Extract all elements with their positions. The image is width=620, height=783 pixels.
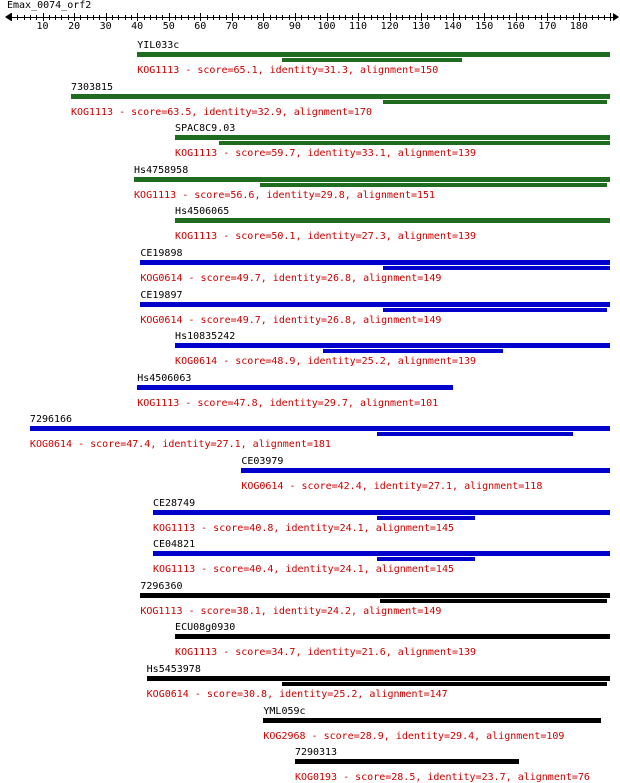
hit-name: 7296360	[140, 580, 183, 592]
hit-name: CE04821	[152, 539, 196, 551]
axis-minor-tick	[144, 15, 145, 20]
query-title: Emax_0074_orf2	[7, 0, 92, 11]
axis-minor-tick	[257, 15, 258, 20]
axis-tick-label: 140	[443, 21, 462, 32]
axis-minor-tick	[327, 13, 328, 21]
axis-minor-tick	[364, 15, 365, 20]
hit-bar	[134, 177, 610, 182]
axis-minor-tick	[308, 15, 309, 20]
axis-minor-tick	[74, 13, 75, 21]
axis-minor-tick	[244, 15, 245, 20]
axis-minor-tick	[232, 13, 233, 21]
axis-minor-tick	[427, 15, 428, 20]
hit-description: KOG0193 - score=28.5, identity=23.7, alignment=76	[294, 772, 590, 783]
hit-name: 7296166	[29, 414, 73, 426]
axis-minor-tick	[87, 15, 88, 20]
hit-name: Hs4506063	[137, 372, 192, 384]
axis-minor-tick	[585, 15, 586, 20]
axis-minor-tick	[282, 15, 283, 20]
hit-sub-bar	[377, 557, 475, 561]
axis-minor-tick	[314, 15, 315, 20]
hit-sub-bar	[383, 308, 607, 312]
axis-tick-label: 120	[380, 21, 399, 32]
axis-minor-tick	[11, 13, 12, 21]
hit-bar	[153, 510, 610, 515]
axis-tick-label: 110	[349, 21, 368, 32]
hit-name: CE03979	[241, 456, 284, 467]
hit-description: KOG0614 - score=42.4, identity=27.1, alignment=118	[241, 481, 543, 492]
axis-tick-label: 20	[68, 21, 81, 32]
axis-minor-tick	[175, 15, 176, 20]
axis-minor-tick	[106, 13, 107, 21]
axis-minor-tick	[36, 15, 37, 20]
hit-description: KOG0614 - score=49.7, identity=26.8, alignment=149	[140, 273, 442, 284]
axis-minor-tick	[131, 15, 132, 20]
hit-bar	[71, 94, 611, 99]
axis-minor-tick	[251, 15, 252, 20]
hit-sub-bar	[377, 516, 475, 520]
axis-minor-tick	[554, 15, 555, 20]
axis-minor-tick	[465, 15, 466, 20]
axis-minor-tick	[263, 13, 264, 21]
axis-tick-label: 60	[194, 21, 207, 32]
axis-tick-label: 90	[288, 21, 301, 32]
hit-bar	[30, 426, 611, 431]
hit-description: KOG1113 - score=40.4, identity=24.1, alignment=145	[152, 564, 454, 576]
hit-sub-bar	[383, 266, 610, 270]
axis-minor-tick	[573, 15, 574, 20]
hit-name: ECU08g0930	[175, 622, 236, 634]
axis-tick-label: 70	[225, 21, 238, 32]
hit-bar	[140, 593, 610, 598]
hit-bar	[140, 302, 610, 307]
hit-sub-bar	[282, 682, 607, 686]
axis-tick-label: 130	[412, 21, 431, 32]
axis-minor-tick	[213, 15, 214, 20]
axis-minor-tick	[30, 15, 31, 20]
hit-bar	[241, 468, 610, 473]
hit-bar	[137, 52, 610, 57]
axis-minor-tick	[415, 15, 416, 20]
axis-minor-tick	[421, 13, 422, 21]
hit-bar	[153, 551, 610, 556]
hit-bar	[140, 260, 610, 265]
hit-name: CE28749	[152, 497, 196, 509]
hit-description: KOG1113 - score=65.1, identity=31.3, alignment=150	[137, 65, 439, 76]
hit-description: KOG0614 - score=30.8, identity=25.2, alignment=147	[146, 689, 448, 700]
axis-minor-tick	[377, 15, 378, 20]
hit-description: KOG1113 - score=40.8, identity=24.1, alignment=145	[152, 522, 454, 534]
axis-minor-tick	[156, 15, 157, 20]
axis-minor-tick	[68, 15, 69, 20]
axis-minor-tick	[560, 15, 561, 20]
axis-minor-tick	[289, 15, 290, 20]
hit-bar	[147, 676, 611, 681]
axis-tick-label: 50	[162, 21, 175, 32]
axis-minor-tick	[194, 15, 195, 20]
hit-description: KOG2968 - score=28.9, identity=29.4, alignment=109	[263, 730, 565, 742]
axis-minor-tick	[396, 15, 397, 20]
axis-minor-tick	[226, 15, 227, 20]
axis-tick-label: 100	[317, 21, 336, 32]
axis-minor-tick	[169, 13, 170, 21]
hit-sub-bar	[219, 141, 610, 145]
axis-minor-tick	[371, 15, 372, 20]
axis-tick-label: 80	[257, 21, 270, 32]
axis-minor-tick	[150, 15, 151, 20]
hit-name: YIL033c	[137, 40, 180, 51]
axis-minor-tick	[188, 15, 189, 20]
axis-minor-tick	[604, 15, 605, 20]
axis-minor-tick	[99, 15, 100, 20]
axis-minor-tick	[497, 15, 498, 20]
axis-minor-tick	[276, 15, 277, 20]
hit-sub-bar	[383, 100, 607, 104]
hit-description: KOG1113 - score=38.1, identity=24.2, alignment=149	[140, 605, 442, 617]
hit-bar	[175, 343, 610, 348]
hit-name: Hs4506065	[175, 206, 230, 218]
axis-arrow-right-icon	[613, 13, 619, 21]
axis-minor-tick	[137, 13, 138, 21]
hit-name: Hs5453978	[146, 664, 201, 675]
axis-minor-tick	[446, 15, 447, 20]
axis-minor-tick	[345, 15, 346, 20]
axis-minor-tick	[383, 15, 384, 20]
axis-minor-tick	[610, 13, 611, 21]
axis-tick-label: 160	[506, 21, 525, 32]
axis-tick-label: 170	[538, 21, 557, 32]
axis-minor-tick	[472, 15, 473, 20]
hit-bar	[295, 759, 519, 764]
axis-minor-tick	[598, 15, 599, 20]
hit-bar	[263, 718, 601, 723]
hit-sub-bar	[260, 183, 607, 187]
hit-name: CE19898	[140, 248, 183, 259]
hit-sub-bar	[323, 349, 503, 353]
axis-minor-tick	[516, 13, 517, 21]
axis-minor-tick	[522, 15, 523, 20]
axis-minor-tick	[352, 15, 353, 20]
axis-minor-tick	[270, 15, 271, 20]
axis-minor-tick	[125, 15, 126, 20]
axis-minor-tick	[566, 15, 567, 20]
axis-minor-tick	[579, 13, 580, 21]
axis-minor-tick	[402, 15, 403, 20]
axis-minor-tick	[459, 15, 460, 20]
hit-name: 7290313	[294, 747, 338, 759]
hit-description: KOG0614 - score=48.9, identity=25.2, alignment=139	[175, 356, 477, 368]
hit-description: KOG1113 - score=63.5, identity=32.9, alignment=170	[70, 106, 372, 118]
hit-name: SPAC8C9.03	[175, 123, 236, 135]
axis-minor-tick	[295, 13, 296, 21]
axis-minor-tick	[162, 15, 163, 20]
hit-name: Hs4758958	[134, 164, 189, 176]
hit-name: CE19897	[140, 289, 183, 301]
axis-tick-label: 10	[36, 21, 49, 32]
axis-minor-tick	[181, 15, 182, 20]
axis-minor-tick	[55, 15, 56, 20]
hit-bar	[175, 135, 610, 140]
hit-description: KOG1113 - score=34.7, identity=21.6, alignment=139	[175, 647, 477, 659]
hit-bar	[175, 634, 610, 639]
hit-sub-bar	[282, 58, 462, 62]
axis-minor-tick	[484, 13, 485, 21]
axis-minor-tick	[390, 13, 391, 21]
axis-minor-tick	[440, 15, 441, 20]
axis-minor-tick	[453, 13, 454, 21]
axis-minor-tick	[219, 15, 220, 20]
axis-minor-tick	[339, 15, 340, 20]
axis-minor-tick	[503, 15, 504, 20]
hit-sub-bar	[380, 599, 607, 603]
hit-description: KOG0614 - score=49.7, identity=26.8, alignment=149	[140, 314, 442, 326]
hit-name: 7303815	[70, 81, 114, 93]
axis-minor-tick	[80, 15, 81, 20]
axis-minor-tick	[509, 15, 510, 20]
axis-minor-tick	[49, 15, 50, 20]
axis-minor-tick	[112, 15, 113, 20]
axis-minor-tick	[535, 15, 536, 20]
hit-description: KOG1113 - score=47.8, identity=29.7, alignment=101	[137, 397, 439, 409]
axis-minor-tick	[541, 15, 542, 20]
hit-sub-bar	[377, 432, 573, 436]
hit-description: KOG1113 - score=50.1, identity=27.3, alignment=139	[175, 231, 477, 243]
axis-minor-tick	[200, 13, 201, 21]
axis-minor-tick	[238, 15, 239, 20]
hit-name: Hs10835242	[175, 331, 236, 343]
axis-minor-tick	[409, 15, 410, 20]
axis-tick-label: 180	[569, 21, 588, 32]
axis-minor-tick	[491, 15, 492, 20]
axis-minor-tick	[592, 15, 593, 20]
axis-minor-tick	[17, 15, 18, 20]
hit-description: KOG1113 - score=56.6, identity=29.8, alignment=151	[134, 189, 436, 201]
axis-minor-tick	[301, 15, 302, 20]
hit-name: YML059c	[263, 705, 306, 717]
axis-minor-tick	[434, 15, 435, 20]
axis-minor-tick	[333, 15, 334, 20]
axis-minor-tick	[93, 15, 94, 20]
axis-minor-tick	[528, 15, 529, 20]
axis-minor-tick	[358, 13, 359, 21]
hit-description: KOG1113 - score=59.7, identity=33.1, alignment=139	[175, 148, 477, 160]
axis-minor-tick	[43, 13, 44, 21]
axis-minor-tick	[478, 15, 479, 20]
axis-minor-tick	[61, 15, 62, 20]
axis-tick-label: 40	[131, 21, 144, 32]
axis-tick-label: 30	[99, 21, 112, 32]
axis-minor-tick	[547, 13, 548, 21]
axis-tick-label: 150	[475, 21, 494, 32]
hit-description: KOG0614 - score=47.4, identity=27.1, alignment=181	[29, 439, 331, 451]
axis-minor-tick	[207, 15, 208, 20]
hit-bar	[175, 218, 610, 223]
axis-minor-tick	[118, 15, 119, 20]
axis-minor-tick	[24, 15, 25, 20]
axis-minor-tick	[320, 15, 321, 20]
hit-bar	[137, 385, 453, 390]
